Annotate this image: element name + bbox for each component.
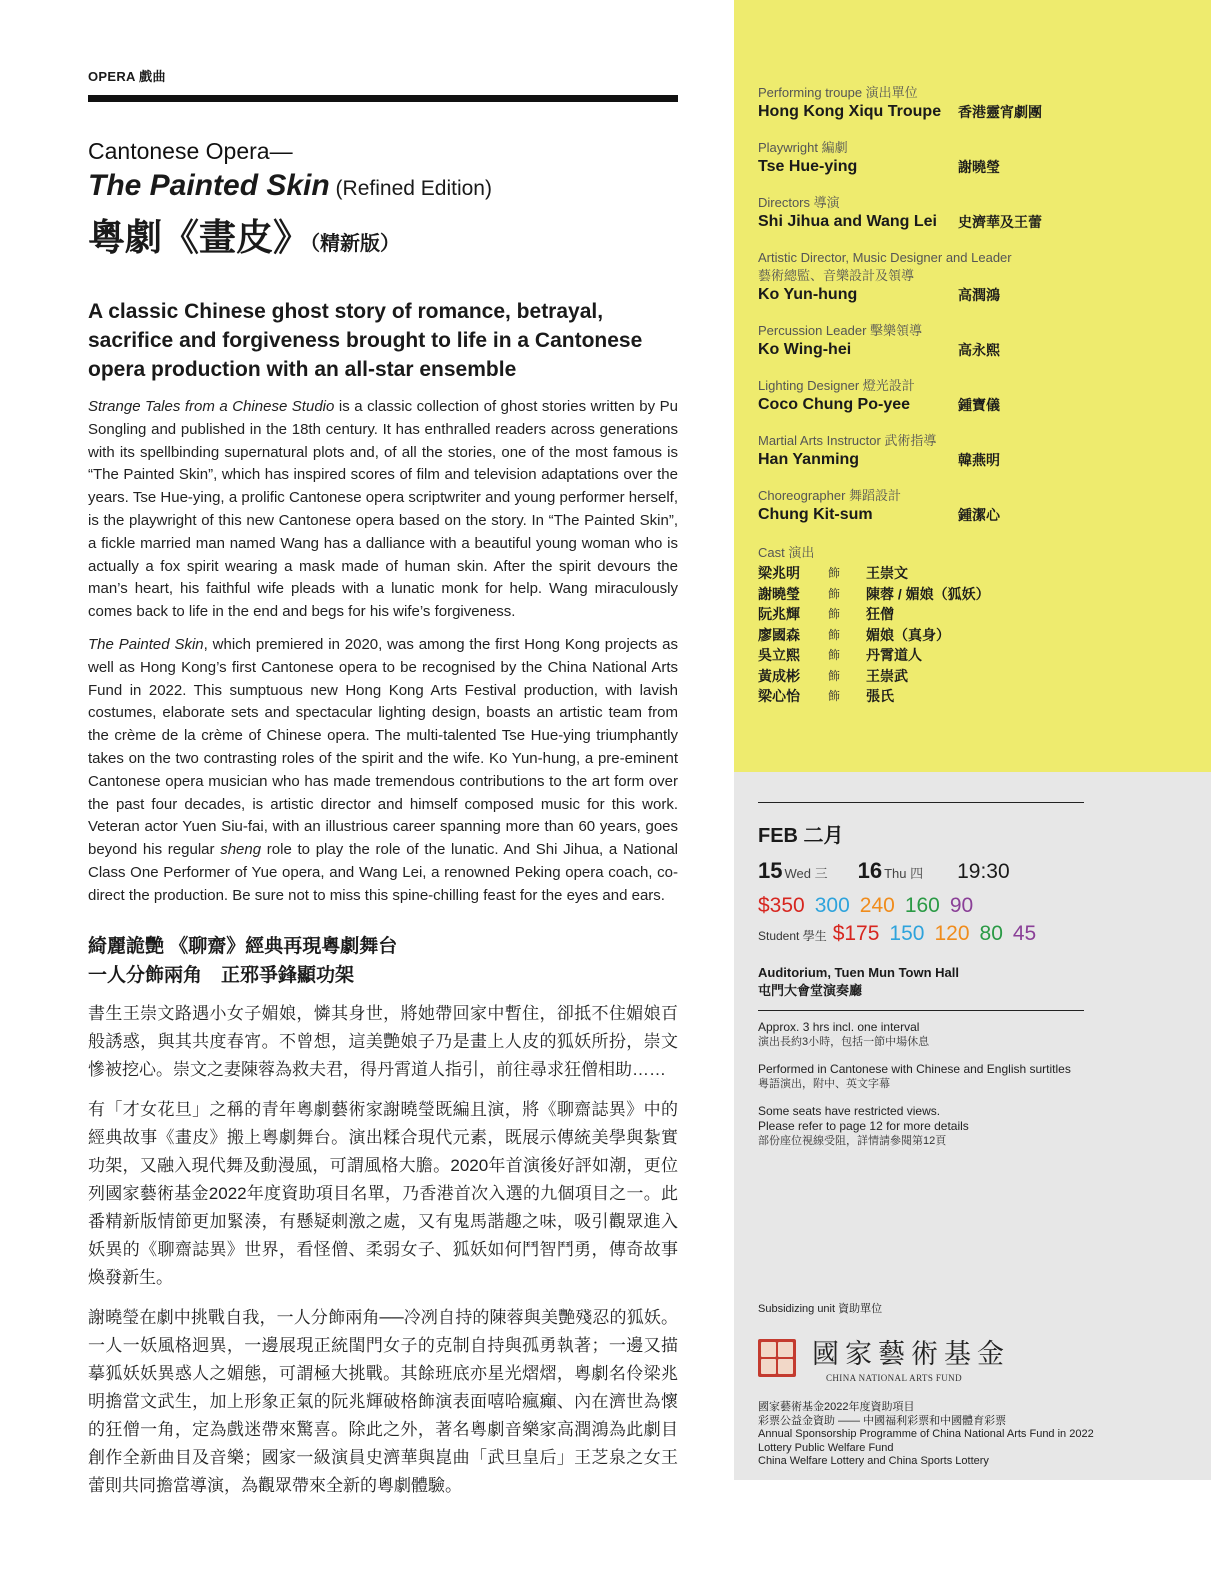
- cast-actor: 吳立熙: [758, 647, 800, 663]
- student-prices: [758, 922, 1084, 946]
- cast-row: [758, 584, 1178, 605]
- zh-headline-line2: 一人分飾兩角 正邪爭鋒顯功架: [88, 964, 355, 986]
- cast-as: 飾: [828, 566, 841, 580]
- cast-role: 張氏: [866, 688, 894, 704]
- section-label: OPERA 戲曲: [88, 69, 166, 84]
- show-title: The Painted Skin: [88, 635, 204, 653]
- subsidy-label: Subsidizing unit 資助單位: [758, 1303, 883, 1315]
- student-price-1: $175: [832, 922, 880, 945]
- credit-name-zh: 鍾寶儀: [958, 397, 1000, 413]
- credit-troupe: [758, 84, 1178, 122]
- note-zh: 粵語演出，附中、英文字幕: [758, 1078, 890, 1090]
- schedule-block: [758, 802, 1084, 1011]
- cast-actor: 梁兆明: [758, 565, 800, 581]
- body-en-p2a-text: , which premiered in 2020, was among the first Hong Kong projects as well as Hong Kong’s first Cantonese opera to be recognised by the China National Arts Fund in 2022. This sumptuous new Hong Kong Arts Festival production, with lavish costumes, elaborate sets and spectacular lighting design, boasts an artistic team from the crème de la crème of Chinese opera. The multi-talented Tse Hue-ying triumphantly takes on the two contrasting roles of the spirit and the wife. Ko Yun-hung, a pre-eminent Cantonese opera musician who has made tremendous contributions to the art form over the past four decades, is artistic director and himself composed music for this work. Veteran actor Yuen Siu-fai, with an illustrious career spanning more than 60 years, goes beyond his regular: [88, 635, 678, 859]
- schedule-dates: [758, 858, 1084, 884]
- schedule-rule-bottom: [758, 1010, 1084, 1011]
- credit-name-en: Tse Hue-ying: [758, 158, 858, 175]
- zh-headline: [88, 932, 678, 990]
- credit-label: Playwright 編劇: [758, 140, 848, 155]
- sheng-term: sheng: [220, 841, 262, 859]
- cast-row: [758, 604, 1178, 625]
- title-main: The Painted Skin: [88, 169, 330, 202]
- cast-row: [758, 645, 1178, 666]
- title-chinese: [88, 207, 678, 261]
- cast-as: 飾: [828, 689, 841, 703]
- cast-row: [758, 563, 1178, 584]
- note-zh: 部份座位視線受阻，詳情請參閱第12頁: [758, 1135, 947, 1147]
- cast-label: Cast 演出: [758, 545, 815, 560]
- body-en-paragraph-1: [88, 396, 678, 624]
- note-en: Performed in Cantonese with Chinese and English surtitles: [758, 1062, 1071, 1076]
- show-time: 19:30: [957, 860, 1010, 883]
- venue-en: Auditorium, Tuen Mun Town Hall: [758, 965, 959, 980]
- cast-row: [758, 666, 1178, 687]
- cast-as: 飾: [828, 586, 841, 601]
- title-zh-edition: （精新版）: [310, 233, 400, 255]
- cast-row: [758, 686, 1178, 707]
- date-2-day: Thu 四: [884, 866, 924, 881]
- venue: [758, 964, 1084, 1000]
- credit-name-zh: 高潤鴻: [958, 287, 1000, 303]
- subsidy-line: 彩票公益金資助 —— 中國福利彩票和中國體育彩票: [758, 1414, 1007, 1427]
- price-2: 300: [814, 894, 850, 917]
- cnaf-logo: [758, 1332, 1098, 1383]
- body-zh-paragraph-1: 書生王崇文路遇小女子媚娘，憐其身世，將她帶回家中暫住，卻抵不住媚娘百般誘惑，與其共度春宵。不曾想，這美艷娘子乃是畫上人皮的狐妖所扮，崇文慘被挖心。崇文之妻陳蓉為救夫君，得丹霄道人指引，前往尋求狂僧相助……: [88, 1003, 678, 1079]
- cast-actor: 黃成彬: [758, 667, 800, 684]
- logo-en: CHINA NATIONAL ARTS FUND: [826, 1373, 962, 1383]
- subsidy-fine-print: [758, 1401, 1098, 1469]
- credit-label: Directors 導演: [758, 195, 840, 210]
- notes-block: [758, 1020, 1098, 1161]
- credit-name-zh: 謝曉瑩: [958, 159, 1000, 175]
- date-2-number: 16: [857, 858, 883, 883]
- cast-role: 王崇武: [866, 667, 908, 684]
- credit-label: Martial Arts Instructor 武術指導: [758, 433, 937, 448]
- price-3: 240: [859, 894, 895, 917]
- venue-zh: 屯門大會堂演奏廳: [758, 983, 863, 998]
- credit-name-en: Han Yanming: [758, 451, 860, 468]
- zh-headline-line1: 綺麗詭艷 《聊齋》經典再現粵劇舞台: [88, 935, 398, 957]
- credit-name-en: Chung Kit-sum: [758, 506, 873, 523]
- note-seats: [758, 1104, 1098, 1149]
- title-block: [88, 138, 678, 261]
- body-en-paragraph-2: [88, 634, 678, 908]
- cast-actor: 梁心怡: [758, 688, 800, 704]
- cast-role: 媚娘（真身）: [866, 626, 950, 643]
- cast-actor: 謝曉瑩: [758, 585, 800, 602]
- cast-actor: 阮兆輝: [758, 606, 800, 622]
- credit-name-en: Shi Jihua and Wang Lei: [758, 213, 937, 230]
- credit-martial-arts: [758, 432, 1178, 470]
- credit-name-zh: 史濟華及王蕾: [958, 214, 1042, 230]
- section-rule: [88, 95, 678, 102]
- credit-label: Lighting Designer 燈光設計: [758, 378, 915, 393]
- credit-percussion: [758, 322, 1178, 360]
- note-duration: [758, 1020, 1098, 1050]
- credit-label: Performing troupe 演出單位: [758, 85, 918, 100]
- subsidy-line: 國家藝術基金2022年度資助項目: [758, 1401, 915, 1413]
- credit-artistic-director: [758, 249, 1178, 305]
- credit-directors: [758, 194, 1178, 232]
- subsidy-block: [758, 1300, 1098, 1469]
- ticket-prices: [758, 894, 1084, 918]
- credit-name-zh: 高永熙: [958, 342, 1000, 358]
- credit-name-en: Hong Kong Xiqu Troupe: [758, 103, 942, 120]
- schedule-month: FEB 二月: [758, 825, 844, 847]
- body-en-p1-text: is a classic collection of ghost stories written by Pu Songling and published in the 18th century. It has enthralled readers across generations with its spellbinding supernatural plots and, of all the stories, one of the most famous is “The Painted Skin”, which has inspired scores of film and television adaptations over the years. Tse Hue-ying, a prolific Cantonese opera scriptwriter and young performer herself, is the playwright of this new Cantonese opera based on the story. In “The Painted Skin”, a fickle married man named Wang has a dalliance with a beautiful young woman who is actually a fox spirit wearing a mask made of human skin. After the spirit devours the man’s heart, his faithful wife pleads with a lunatic monk for help. Wang miraculously comes back to life in the end and begs for his wife’s forgiveness.: [88, 398, 678, 621]
- credit-label: Artistic Director, Music Designer and Leader: [758, 250, 1012, 265]
- credit-lighting: [758, 377, 1178, 415]
- credits-list: [758, 84, 1178, 707]
- title-zh-main: 粵劇《畫皮》: [88, 217, 310, 258]
- date-1-day: Wed 三: [784, 866, 828, 881]
- logo-zh: 國家藝術基金: [812, 1339, 1010, 1370]
- body-zh-paragraph-3: 謝曉瑩在劇中挑戰自我，一人分飾兩角──冷冽自持的陳蓉與美艷殘忍的狐妖。一人一妖風格迥異，一邊展現正統閨門女子的克制自持與孤勇執著；一邊又描摹狐妖妖異惑人之媚態，可謂極大挑戰。其餘班底亦星光熠熠，粵劇名伶梁兆明擔當文武生，加上形象正氣的阮兆輝破格飾演表面嘻哈瘋癲、內在濟世為懷的狂僧一角，定為戲迷帶來驚喜。除此之外，著名粵劇音樂家高潤鴻為此劇目創作全新曲目及音樂；國家一級演員史濟華與崑曲「武旦皇后」王芝泉之女王蕾則共同擔當導演，為觀眾帶來全新的粵劇體驗。: [88, 1307, 678, 1495]
- body-zh-paragraph-2: 有「才女花旦」之稱的青年粵劇藝術家謝曉瑩既編且演，將《聊齋誌異》中的經典故事《畫皮》搬上粵劇舞台。演出糅合現代元素，既展示傳統美學與紮實功架，又融入現代舞及動漫風，可謂風格大膽。2020年首演後好評如潮，更位列國家藝術基金2022年度資助項目名單，乃香港首次入選的九個項目之一。此番精新版情節更加緊湊，有懸疑刺激之處，又有鬼馬諧趣之味，吸引觀眾進入妖異的《聊齋誌異》世界，看怪僧、柔弱女子、狐妖如何鬥智鬥勇，傳奇故事煥發新生。: [88, 1099, 678, 1287]
- price-4: 160: [904, 894, 940, 917]
- credit-name-en: Ko Yun-hung: [758, 286, 858, 303]
- credit-name-en: Ko Wing-hei: [758, 341, 852, 358]
- credit-label: Percussion Leader 擊樂領導: [758, 323, 923, 338]
- credit-label-zh: 藝術總監、音樂設計及領導: [758, 268, 915, 283]
- main-article: [88, 66, 678, 1500]
- headline: A classic Chinese ghost story of romance, betrayal, sacrifice and forgiveness brought to life in a Cantonese opera production with an all-star ensemble: [88, 300, 643, 381]
- subsidy-line: Lottery Public Welfare Fund: [758, 1441, 894, 1454]
- credit-choreographer: [758, 487, 1178, 525]
- title-line2: [88, 169, 678, 203]
- price-5: 90: [949, 894, 974, 917]
- credit-name-zh: 香港靈宵劇團: [958, 104, 1042, 120]
- cast-row: [758, 625, 1178, 646]
- note-en-2: Please refer to page 12 for more details: [758, 1119, 969, 1133]
- cast-as: 飾: [828, 648, 841, 662]
- cast-as: 飾: [828, 627, 841, 642]
- student-price-5: 45: [1012, 922, 1037, 945]
- cast-actor: 廖國森: [758, 626, 800, 643]
- cast-as: 飾: [828, 668, 841, 683]
- price-1: $350: [758, 894, 805, 917]
- note-zh: 演出長約3小時，包括一節中場休息: [758, 1036, 930, 1048]
- note-en: Approx. 3 hrs incl. one interval: [758, 1020, 920, 1034]
- seal-icon: [758, 1339, 796, 1377]
- student-price-3: 120: [934, 922, 970, 945]
- logo-text: [812, 1332, 1010, 1383]
- cast-role: 狂僧: [866, 606, 894, 622]
- note-language: [758, 1062, 1098, 1092]
- body-en-p2b-text: role to play the role of the lunatic. And Shi Jihua, a National Class One Performer of Yue opera, and Wang Lei, a renowned Peking opera coach, co-direct the production. Be sure not to miss this spine-chilling feast for the eyes and ears.: [88, 841, 678, 904]
- student-price-2: 150: [889, 922, 925, 945]
- credit-label: Choreographer 舞蹈設計: [758, 488, 902, 503]
- note-en: Some seats have restricted views.: [758, 1104, 941, 1118]
- credit-name-en: Coco Chung Po-yee: [758, 396, 911, 413]
- subsidy-line: China Welfare Lottery and China Sports Lottery: [758, 1455, 989, 1467]
- title-line1: Cantonese Opera—: [88, 138, 293, 164]
- subsidy-line: Annual Sponsorship Programme of China National Arts Fund in 2022: [758, 1428, 1094, 1440]
- title-edition: (Refined Edition): [329, 177, 492, 200]
- schedule-rule-top: [758, 802, 1084, 803]
- cast-role: 陳蓉 / 媚娘（狐妖）: [866, 585, 990, 602]
- credit-name-zh: 韓燕明: [958, 452, 1000, 468]
- date-1-number: 15: [758, 858, 783, 883]
- credit-name-zh: 鍾潔心: [958, 507, 1000, 523]
- cast-role: 丹霄道人: [866, 647, 922, 663]
- book-title: Strange Tales from a Chinese Studio: [88, 398, 335, 415]
- cast-as: 飾: [828, 607, 841, 621]
- student-label: Student 學生: [758, 929, 827, 943]
- credit-playwright: [758, 139, 1178, 177]
- student-price-4: 80: [979, 922, 1003, 945]
- cast-role: 王崇文: [866, 565, 908, 581]
